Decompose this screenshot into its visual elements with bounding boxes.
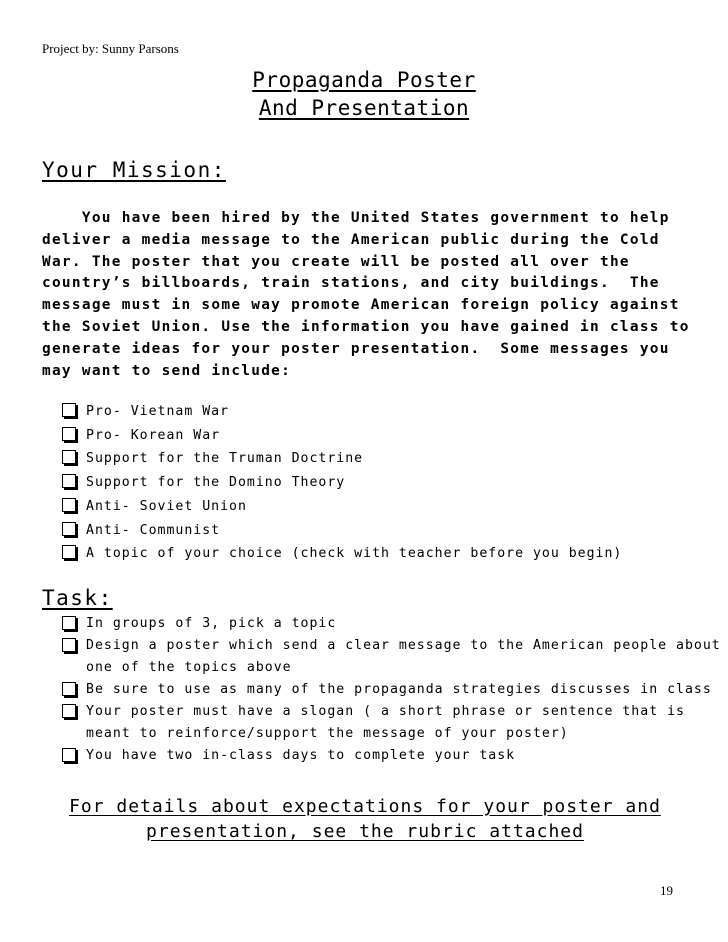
- page-title: [0, 66, 728, 122]
- list-item: Be sure to use as many of the propaganda strategies discusses in class: [62, 679, 721, 701]
- checkbox-icon: [62, 748, 76, 762]
- rubric-note: [42, 794, 688, 844]
- list-item: Support for the Truman Doctrine: [62, 447, 622, 471]
- checkbox-icon: [62, 638, 76, 652]
- list-item: You have two in-class days to complete your task: [62, 745, 721, 767]
- list-item: In groups of 3, pick a topic: [62, 613, 721, 635]
- title-line-1: Propaganda Poster: [252, 68, 476, 92]
- checkbox-icon: [62, 704, 76, 718]
- list-item: Your poster must have a slogan ( a short phrase or sentence that is meant to reinforce/support the message of your poster): [62, 701, 721, 745]
- list-item: Anti- Communist: [62, 519, 622, 543]
- title-line-2: And Presentation: [258, 96, 470, 120]
- rubric-note-line-2: presentation, see the rubric attached: [146, 821, 584, 842]
- checkbox-icon: [62, 403, 76, 417]
- list-item: Pro- Korean War: [62, 424, 622, 448]
- task-list: [62, 613, 721, 767]
- mission-heading: Your Mission:: [42, 158, 226, 182]
- checkbox-icon: [62, 545, 76, 559]
- page-number: 19: [660, 883, 673, 898]
- checkbox-icon: [62, 498, 76, 512]
- project-credit: Project by: Sunny Parsons: [42, 41, 179, 56]
- checkbox-icon: [62, 616, 76, 630]
- checkbox-icon: [62, 427, 76, 441]
- list-item: A topic of your choice (check with teacher before you begin): [62, 542, 622, 566]
- checkbox-icon: [62, 522, 76, 536]
- checkbox-icon: [62, 450, 76, 464]
- mission-paragraph: You have been hired by the United States government to help deliver a media message to the American public during the Cold War. The poster that you create will be posted all over the country’s billboards, train stations, and city buildings. The message must in some way promote American foreign policy against the Soviet Union. Use the information you have gained in class to generate ideas for your poster presentation. Some messages you may want to send include:: [42, 210, 690, 379]
- checkbox-icon: [62, 682, 76, 696]
- mission-options-list: [62, 400, 622, 566]
- list-item: Support for the Domino Theory: [62, 471, 622, 495]
- list-item: Pro- Vietnam War: [62, 400, 622, 424]
- rubric-note-line-1: For details about expectations for your poster and: [69, 796, 661, 817]
- task-heading: Task:: [42, 586, 113, 610]
- checkbox-icon: [62, 474, 76, 488]
- list-item: Design a poster which send a clear message to the American people about one of the topics above: [62, 635, 721, 679]
- list-item: Anti- Soviet Union: [62, 495, 622, 519]
